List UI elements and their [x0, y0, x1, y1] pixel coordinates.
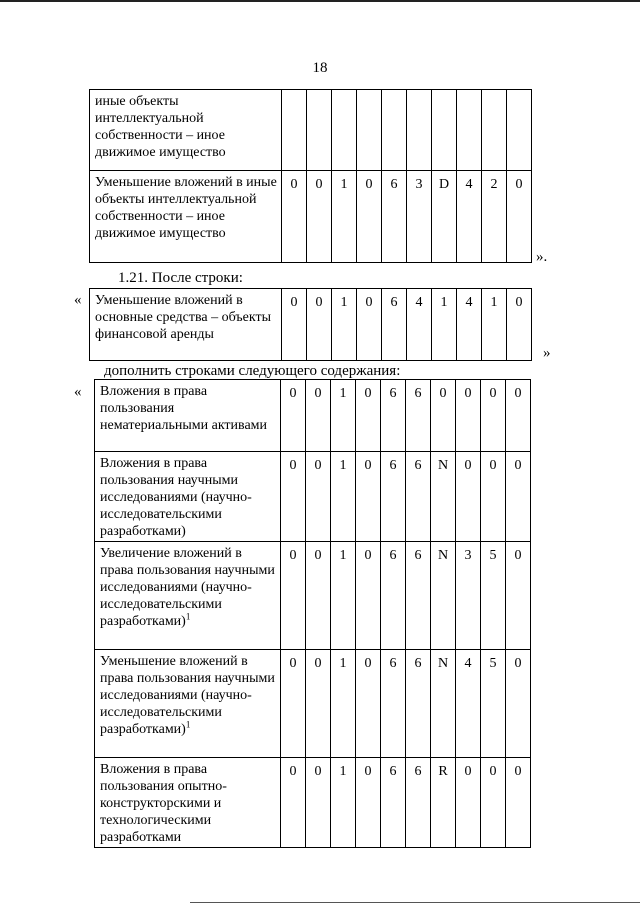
account-codes-table-2 — [89, 288, 532, 361]
code-digit: 1 — [432, 289, 457, 361]
code-digit: 0 — [307, 171, 332, 263]
code-digit: 0 — [281, 542, 306, 650]
table-row — [95, 650, 531, 758]
table-row — [90, 171, 532, 263]
code-digit: 0 — [481, 452, 506, 542]
code-digit — [357, 90, 382, 171]
instruction-add-lines: дополнить строками следующего содержания: — [104, 363, 401, 379]
code-digit: 6 — [382, 289, 407, 361]
row-label: Уменьшение вложений в права пользования научными исследованиями (научно-исследовательскими разработками)$^1$ — [95, 650, 281, 758]
table-row — [95, 452, 531, 542]
code-digit: 6 — [381, 758, 406, 848]
table-row — [90, 289, 532, 361]
code-digit: 0 — [306, 542, 331, 650]
code-digit: 1 — [331, 542, 356, 650]
code-digit: 0 — [281, 650, 306, 758]
code-digit: 0 — [306, 650, 331, 758]
code-digit: N — [431, 542, 456, 650]
code-digit — [332, 90, 357, 171]
instruction-after-line: 1.21. После строки: — [118, 270, 243, 286]
code-digit: N — [431, 650, 456, 758]
code-digit: 6 — [406, 452, 431, 542]
code-digit: 0 — [481, 380, 506, 452]
code-digit: 0 — [356, 452, 381, 542]
table-row — [95, 542, 531, 650]
code-digit — [282, 90, 307, 171]
code-digit: 0 — [306, 380, 331, 452]
table-row — [95, 758, 531, 848]
code-digit: 1 — [331, 380, 356, 452]
row-label: иные объекты интеллектуальной собственности – иное движимое имущество — [90, 90, 282, 171]
code-digit: 0 — [357, 289, 382, 361]
row-label: Уменьшение вложений в основные средства – объекты финансовой аренды — [90, 289, 282, 361]
code-digit: 0 — [506, 758, 531, 848]
code-digit: 0 — [356, 758, 381, 848]
code-digit: 6 — [381, 542, 406, 650]
code-digit: 0 — [306, 452, 331, 542]
code-digit: 0 — [481, 758, 506, 848]
code-digit: 0 — [281, 380, 306, 452]
code-digit: 6 — [381, 452, 406, 542]
code-digit: 0 — [356, 650, 381, 758]
code-digit: 0 — [456, 380, 481, 452]
code-digit: 0 — [306, 758, 331, 848]
closing-quote-1: ». — [536, 249, 548, 265]
page-number: 18 — [312, 60, 328, 76]
code-digit: 0 — [357, 171, 382, 263]
page-top-border — [0, 0, 640, 2]
code-digit: 0 — [431, 380, 456, 452]
code-digit: 6 — [406, 758, 431, 848]
code-digit: 0 — [507, 171, 532, 263]
closing-quote-2: » — [543, 345, 551, 361]
code-digit: 0 — [506, 380, 531, 452]
code-digit: 1 — [332, 289, 357, 361]
code-digit: 5 — [481, 650, 506, 758]
code-digit: 4 — [456, 650, 481, 758]
code-digit: 4 — [457, 171, 482, 263]
code-digit — [407, 90, 432, 171]
code-digit: 0 — [506, 542, 531, 650]
page-bottom-border — [190, 902, 640, 903]
code-digit: R — [431, 758, 456, 848]
row-label: Увеличение вложений в права пользования научными исследованиями (научно-исследовательскими разработками)$^1$ — [95, 542, 281, 650]
code-digit: 0 — [281, 452, 306, 542]
table-row — [90, 90, 532, 171]
account-codes-table-1 — [89, 89, 532, 263]
row-label: Вложения в права пользования опытно-конструкторскими и технологическими разработками — [95, 758, 281, 848]
row-label: Вложения в права пользования нематериальными активами — [95, 380, 281, 452]
code-digit: 6 — [381, 650, 406, 758]
code-digit: 0 — [456, 452, 481, 542]
code-digit: 6 — [406, 650, 431, 758]
code-digit — [482, 90, 507, 171]
code-digit: 2 — [482, 171, 507, 263]
footnote-marker: 1 — [185, 611, 191, 622]
code-digit: 0 — [356, 542, 381, 650]
opening-quote-2: « — [74, 292, 82, 308]
code-digit: 1 — [482, 289, 507, 361]
code-digit: 0 — [281, 758, 306, 848]
table-row — [95, 380, 531, 452]
code-digit: 1 — [331, 452, 356, 542]
code-digit: 6 — [382, 171, 407, 263]
code-digit: 3 — [407, 171, 432, 263]
code-digit: 1 — [332, 171, 357, 263]
code-digit: N — [431, 452, 456, 542]
code-digit: 6 — [381, 380, 406, 452]
code-digit: 3 — [456, 542, 481, 650]
code-digit — [307, 90, 332, 171]
code-digit: 4 — [407, 289, 432, 361]
code-digit: 0 — [506, 650, 531, 758]
code-digit: 0 — [506, 452, 531, 542]
code-digit: 0 — [282, 171, 307, 263]
opening-quote-3: « — [74, 384, 82, 400]
code-digit: 1 — [331, 758, 356, 848]
code-digit: 0 — [507, 289, 532, 361]
account-codes-table-3 — [94, 379, 531, 848]
code-digit — [507, 90, 532, 171]
code-digit: 6 — [406, 380, 431, 452]
code-digit: 6 — [406, 542, 431, 650]
code-digit: 4 — [457, 289, 482, 361]
code-digit: 0 — [307, 289, 332, 361]
row-label: Вложения в права пользования научными исследованиями (научно-исследовательскими разработками) — [95, 452, 281, 542]
code-digit: 0 — [282, 289, 307, 361]
code-digit — [432, 90, 457, 171]
code-digit — [382, 90, 407, 171]
code-digit: 0 — [356, 380, 381, 452]
code-digit: 5 — [481, 542, 506, 650]
code-digit: 0 — [456, 758, 481, 848]
footnote-marker: 1 — [185, 719, 191, 730]
code-digit: D — [432, 171, 457, 263]
code-digit: 1 — [331, 650, 356, 758]
code-digit — [457, 90, 482, 171]
row-label: Уменьшение вложений в иные объекты интеллектуальной собственности – иное движимое имущество — [90, 171, 282, 263]
